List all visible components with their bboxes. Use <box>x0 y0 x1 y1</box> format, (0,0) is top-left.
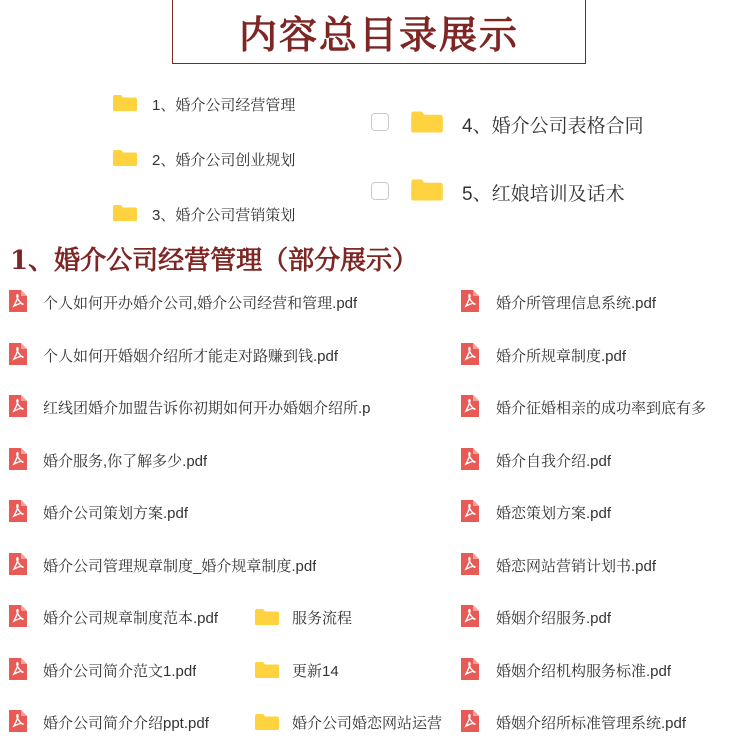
file-item-label[interactable]: 婚介所规章制度.pdf <box>496 347 627 365</box>
toc-folder-label-3[interactable]: 3、婚介公司营销策划 <box>152 207 296 224</box>
file-item-label[interactable]: 婚介公司策划方案.pdf <box>43 505 189 522</box>
page-title: 内容总目录展示 <box>238 12 519 57</box>
file-item-label[interactable]: 婚姻介绍机构服务标准.pdf <box>496 662 672 680</box>
folder-icon[interactable] <box>112 94 138 112</box>
folder-icon[interactable] <box>112 149 138 167</box>
pdf-file-icon[interactable] <box>460 447 480 471</box>
folder-item-label[interactable]: 婚介公司婚恋网站运营 <box>292 715 443 732</box>
file-item-label[interactable]: 婚介公司简介范文1.pdf <box>43 662 197 680</box>
pdf-file-icon[interactable] <box>8 342 28 366</box>
folder-item-label[interactable]: 服务流程 <box>292 610 353 627</box>
file-item-label[interactable]: 婚介公司简介介绍ppt.pdf <box>43 715 209 732</box>
title-frame <box>172 0 586 64</box>
folder-icon[interactable] <box>410 178 444 202</box>
section-heading: 1、婚介公司经营管理（部分展示） <box>10 246 419 276</box>
toc-folder-label-1[interactable]: 1、婚介公司经营管理 <box>152 97 296 114</box>
pdf-file-icon[interactable] <box>8 394 28 418</box>
folder-icon[interactable] <box>410 110 444 134</box>
folder-icon[interactable] <box>112 204 138 222</box>
pdf-file-icon[interactable] <box>460 499 480 523</box>
file-item-label[interactable]: 婚介公司管理规章制度_婚介规章制度.pdf <box>43 557 317 575</box>
pdf-file-icon[interactable] <box>8 657 28 681</box>
pdf-file-icon[interactable] <box>8 447 28 471</box>
file-item-label[interactable]: 婚恋策划方案.pdf <box>496 505 612 522</box>
file-item-label[interactable]: 婚介公司规章制度范本.pdf <box>43 610 219 627</box>
file-item-label[interactable]: 婚介自我介绍.pdf <box>496 452 612 470</box>
file-item-label[interactable]: 婚姻介绍所标准管理系统.pdf <box>496 715 687 732</box>
file-item-label[interactable]: 红线团婚介加盟告诉你初期如何开办婚姻介绍所.p <box>43 400 371 417</box>
pdf-file-icon[interactable] <box>8 604 28 628</box>
file-item-label[interactable]: 婚介所管理信息系统.pdf <box>496 295 657 312</box>
pdf-file-icon[interactable] <box>460 394 480 418</box>
folder-icon[interactable] <box>254 661 280 679</box>
pdf-file-icon[interactable] <box>460 657 480 681</box>
file-item-label[interactable]: 个人如何开办婚介公司,婚介公司经营和管理.pdf <box>43 295 358 312</box>
pdf-file-icon[interactable] <box>460 342 480 366</box>
toc-folder-label-4[interactable]: 4、婚介公司表格合同 <box>462 116 644 137</box>
pdf-file-icon[interactable] <box>8 499 28 523</box>
file-item-label[interactable]: 婚介服务,你了解多少.pdf <box>43 452 208 470</box>
file-item-label[interactable]: 婚介征婚相亲的成功率到底有多 <box>496 400 707 417</box>
pdf-file-icon[interactable] <box>460 604 480 628</box>
folder-item-label[interactable]: 更新14 <box>292 662 339 680</box>
folder-icon[interactable] <box>254 608 280 626</box>
folder-icon[interactable] <box>254 713 280 731</box>
pdf-file-icon[interactable] <box>460 709 480 733</box>
toc-folder-label-5[interactable]: 5、红娘培训及话术 <box>462 184 625 205</box>
file-item-label[interactable]: 婚姻介绍服务.pdf <box>496 610 612 627</box>
pdf-file-icon[interactable] <box>460 552 480 576</box>
pdf-file-icon[interactable] <box>8 289 28 313</box>
checkbox-icon[interactable] <box>371 113 389 131</box>
pdf-file-icon[interactable] <box>460 289 480 313</box>
checkbox-icon[interactable] <box>371 182 389 200</box>
file-item-label[interactable]: 个人如何开婚姻介绍所才能走对路赚到钱.pdf <box>43 347 339 365</box>
pdf-file-icon[interactable] <box>8 709 28 733</box>
file-item-label[interactable]: 婚恋网站营销计划书.pdf <box>496 557 657 575</box>
pdf-file-icon[interactable] <box>8 552 28 576</box>
toc-folder-label-2[interactable]: 2、婚介公司创业规划 <box>152 152 296 169</box>
